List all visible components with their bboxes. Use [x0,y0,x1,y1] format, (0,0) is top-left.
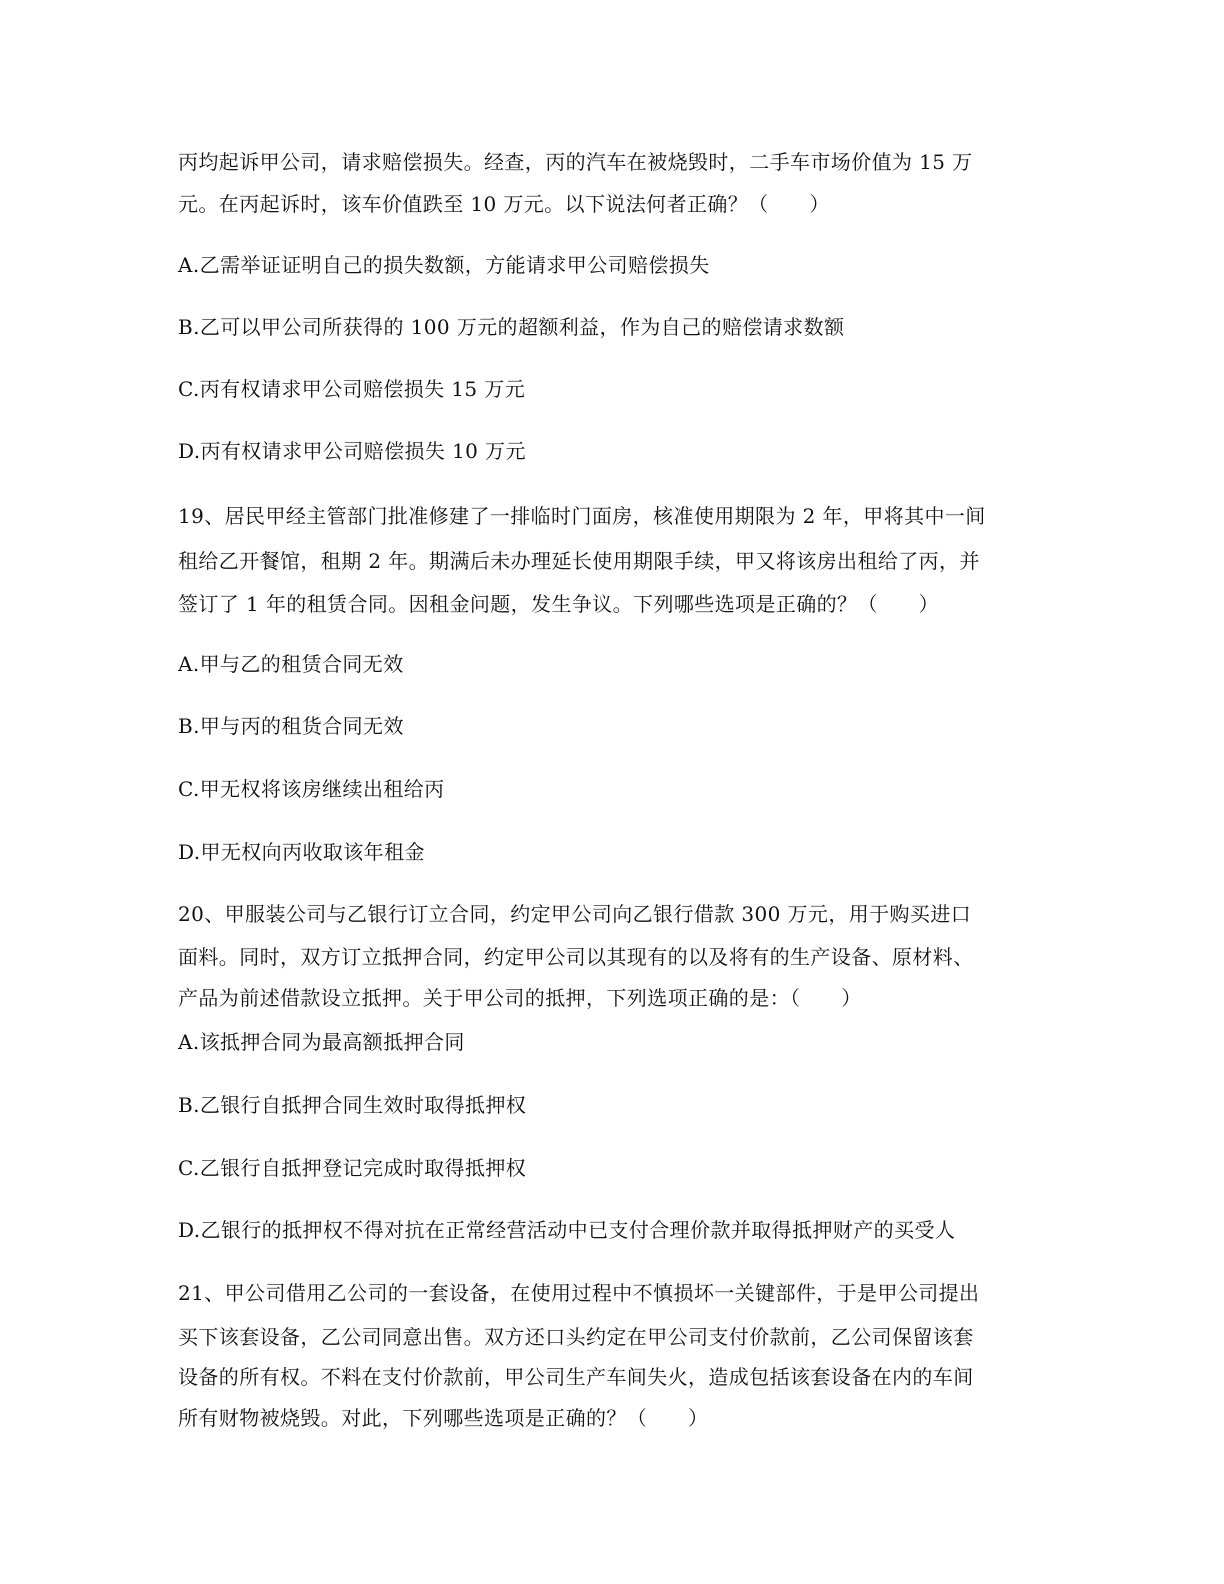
q21-text-line-3: 设备的所有权。不料在支付价款前，甲公司生产车间失火，造成包括该套设备在内的车间 [178,1365,974,1389]
q19-text-line-2: 租给乙开餐馆，租期 2 年。期满后未办理延长使用期限手续，甲又将该房出租给了丙，并 [178,549,980,573]
q21-text-line-2: 买下该套设备，乙公司同意出售。双方还口头约定在甲公司支付价款前，乙公司保留该套 [178,1325,974,1349]
q21-text-line-1: 21、甲公司借用乙公司的一套设备，在使用过程中不慎损坏一关键部件，于是甲公司提出 [178,1281,980,1305]
q21-text-line-4: 所有财物被烧毁。对此，下列哪些选项是正确的？（ ） [178,1406,709,1430]
q20-text-line-1: 20、甲服装公司与乙银行订立合同，约定甲公司向乙银行借款 300 万元，用于购买进口 [178,902,972,926]
q20-text-line-2: 面料。同时，双方订立抵押合同，约定甲公司以其现有的以及将有的生产设备、原材料、 [178,945,974,969]
q18-text-line-2: 元。在丙起诉时，该车价值跌至 10 万元。以下说法何者正确？（ ） [178,192,830,216]
q20-option-b: B.乙银行自抵押合同生效时取得抵押权 [178,1093,527,1117]
q20-option-a: A.该抵押合同为最高额抵押合同 [178,1030,465,1054]
q19-option-c: C.甲无权将该房继续出租给丙 [178,777,445,801]
q19-option-a: A.甲与乙的租赁合同无效 [178,652,404,676]
q19-text-line-1: 19、居民甲经主管部门批准修建了一排临时门面房，核准使用期限为 2 年，甲将其中一间 [178,504,986,528]
q18-option-b: B.乙可以甲公司所获得的 100 万元的超额利益，作为自己的赔偿请求数额 [178,315,845,339]
q18-option-d: D.丙有权请求甲公司赔偿损失 10 万元 [178,439,526,463]
q20-text-line-3: 产品为前述借款设立抵押。关于甲公司的抵押，下列选项正确的是：（ ） [178,986,862,1010]
q19-option-b: B.甲与丙的租货合同无效 [178,714,404,738]
q19-text-line-3: 签订了 1 年的租赁合同。因租金问题，发生争议。下列哪些选项是正确的？（ ） [178,592,940,616]
q18-option-c: C.丙有权请求甲公司赔偿损失 15 万元 [178,377,526,401]
q19-option-d: D.甲无权向丙收取该年租金 [178,840,425,864]
q18-option-a: A.乙需举证证明自己的损失数额，方能请求甲公司赔偿损失 [178,253,710,277]
q18-text-line-1: 丙均起诉甲公司，请求赔偿损失。经查，丙的汽车在被烧毁时，二手车市场价值为 15 万 [178,150,973,174]
q20-option-c: C.乙银行自抵押登记完成时取得抵押权 [178,1156,527,1180]
q20-option-d: D.乙银行的抵押权不得对抗在正常经营活动中已支付合理价款并取得抵押财产的买受人 [178,1218,956,1242]
